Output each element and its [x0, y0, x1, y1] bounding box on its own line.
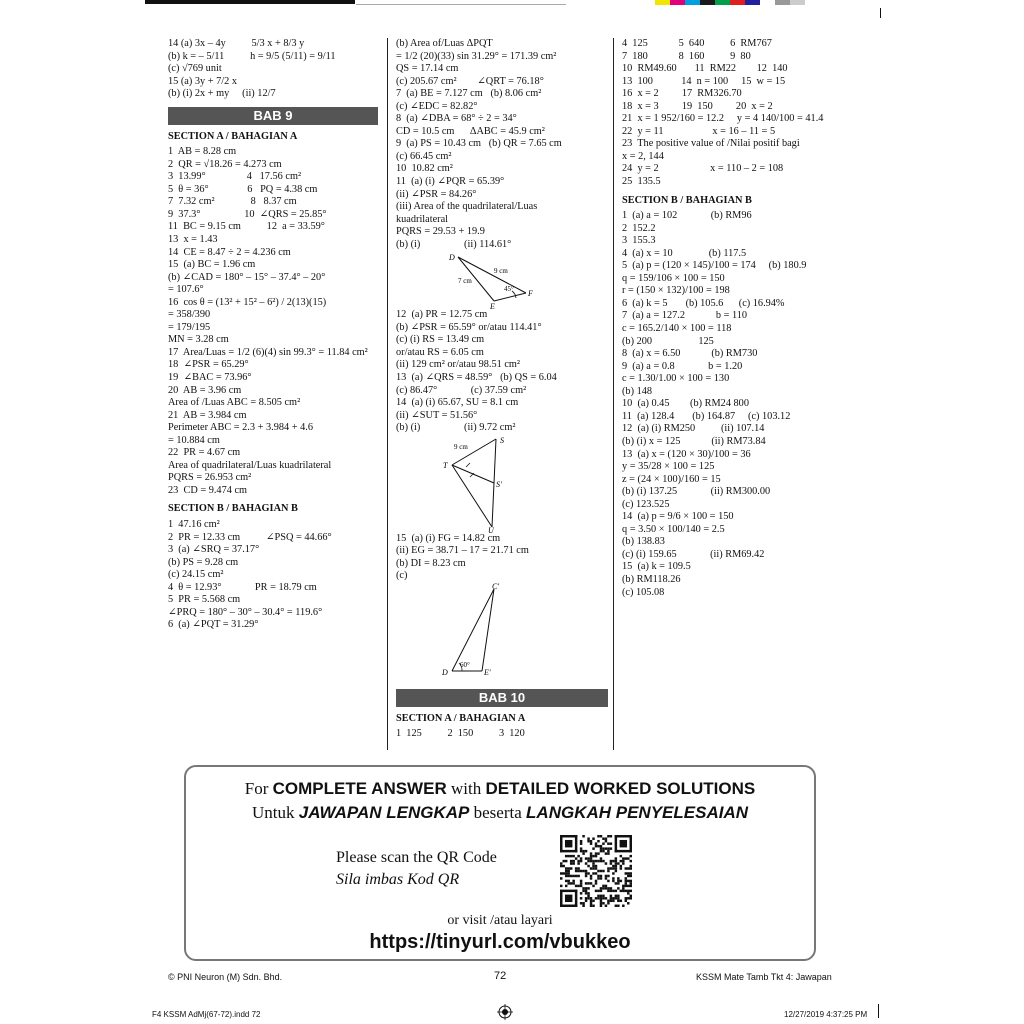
promo-line-malay	[186, 803, 814, 823]
answer-line: 24 y = 2 x = 110 – 2 = 108	[622, 163, 784, 175]
answer-line: 4 θ = 12.93° PR = 18.79 cm	[168, 581, 317, 593]
answer-line: 15 (a) 3y + 7/2 x	[168, 75, 238, 87]
chapter-heading-bab10: BAB 10	[396, 689, 608, 707]
answer-line: 20 AB = 3.96 cm	[168, 384, 242, 396]
answer-line: 9 (a) a = 0.8 b = 1.20	[622, 360, 743, 372]
solutions-link[interactable]: https://tinyurl.com/vbukkeo	[369, 931, 631, 953]
answer-line: 15 (a) BC = 1.96 cm	[168, 259, 256, 271]
promo-text: beserta	[469, 803, 527, 822]
answer-line: 12 (a) (i) RM250 (ii) 107.14	[622, 423, 765, 435]
promo-emphasis: COMPLETE ANSWER	[272, 779, 447, 798]
answer-line: = 107.6°	[168, 284, 204, 296]
answer-line: (c) (i) RS = 13.49 cm	[396, 334, 485, 346]
answer-line: 1 125 2 150 3 120	[396, 728, 525, 740]
side-label-7cm: 7 cm	[458, 277, 472, 286]
answer-line: or/atau RS = 6.05 cm	[396, 346, 484, 358]
vertex-label-t: T	[443, 460, 448, 470]
answer-line: 15 (a) k = 109.5	[622, 561, 691, 573]
answer-line: (b) PS = 9.28 cm	[168, 556, 239, 568]
answer-line: 22 PR = 4.67 cm	[168, 447, 241, 459]
answer-line: (c) 105.08	[622, 586, 665, 598]
answer-line: 17 Area/Luas = 1/2 (6)(4) sin 99.3° = 11.84 cm²	[168, 346, 368, 358]
answer-line: (b) (i) (ii) 114.61°	[396, 238, 512, 250]
color-swatch	[700, 0, 715, 5]
promo-emphasis: LANGKAH PENYELESAIAN	[526, 803, 748, 822]
crop-mark	[880, 8, 881, 18]
answer-line: 6 (a) ∠PQT = 31.29°	[168, 619, 259, 631]
answer-line: Area of /Luas ABC = 8.505 cm²	[168, 397, 301, 409]
answer-line: (c) (i) 159.65 (ii) RM69.42	[622, 548, 765, 560]
answer-line: (b) Area of/Luas ΔPQT	[396, 38, 493, 49]
column-divider-1	[387, 38, 388, 750]
answer-line: 13 100 14 n = 100 15 w = 15	[622, 75, 786, 87]
answer-line: c = 1.30/1.00 × 100 = 130	[622, 373, 730, 385]
promo-text: Untuk	[251, 803, 299, 822]
answer-column-2	[396, 38, 608, 741]
scan-instruction-malay: Sila imbas Kod QR	[336, 871, 460, 888]
answer-line: 3 (a) ∠SRQ = 37.17°	[168, 544, 260, 556]
answer-line: 11 BC = 9.15 cm 12 a = 33.59°	[168, 221, 325, 233]
answer-line: 23 The positive value of /Nilai positif bagi	[622, 138, 800, 150]
answer-column-3	[622, 38, 832, 599]
vertex-label-e: E	[490, 302, 495, 310]
answer-line: 6 (a) k = 5 (b) 105.6 (c) 16.94%	[622, 297, 785, 309]
answer-line: (b) DI = 8.23 cm	[396, 557, 466, 569]
answer-line: 13 (a) ∠QRS = 48.59° (b) QS = 6.04	[396, 372, 557, 384]
print-mark-white	[356, 0, 566, 5]
color-swatch	[790, 0, 805, 5]
side-label-9cm: 9 cm	[494, 267, 508, 276]
answer-line: (b) (i) x = 125 (ii) RM73.84	[622, 435, 766, 447]
answer-line: 25 135.5	[622, 176, 661, 188]
answer-line: 18 ∠PSR = 65.29°	[168, 359, 249, 371]
color-swatch	[715, 0, 730, 5]
book-title: KSSM Mate Tamb Tkt 4: Jawapan	[696, 972, 832, 982]
answer-line: c = 165.2/140 × 100 = 118	[622, 323, 732, 335]
answer-line: q = 159/106 × 100 = 150	[622, 272, 725, 284]
color-swatch	[655, 0, 670, 5]
answer-line: (b) 138.83	[622, 536, 665, 548]
answer-line: PQRS = 26.953 cm²	[168, 472, 252, 484]
answer-line: 1 (a) a = 102 (b) RM96	[622, 210, 752, 222]
color-swatch	[730, 0, 745, 5]
answer-line: 2 QR = √18.26 = 4.273 cm	[168, 158, 282, 170]
answer-line: 8 (a) x = 6.50 (b) RM730	[622, 348, 758, 360]
answer-line: 4 125 5 640 6 RM767	[622, 38, 772, 49]
answer-line: 1 AB = 8.28 cm	[168, 146, 237, 158]
answer-line: = 1/2 (20)(33) sin 31.29° = 171.39 cm²	[396, 50, 557, 62]
answer-line: (b) 148	[622, 385, 653, 397]
promo-text: For	[244, 779, 273, 798]
answer-line: = 358/390	[168, 309, 211, 321]
answer-line: Area of quadrilateral/Luas kuadrilateral	[168, 459, 332, 471]
answer-line: 19 ∠BAC = 73.96°	[168, 371, 252, 383]
answer-line: z = (24 × 100)/160 = 15	[622, 473, 721, 485]
color-swatch	[775, 0, 790, 5]
answer-line: 15 (a) (i) FG = 14.82 cm	[396, 532, 501, 544]
answer-line: 11 (a) 128.4 (b) 164.87 (c) 103.12	[622, 410, 791, 422]
vertex-label-d-b: D	[442, 667, 448, 677]
vertex-label-d: D	[449, 253, 455, 263]
answer-line: (c) 86.47° (c) 37.59 cm²	[396, 384, 527, 396]
print-mark-black	[145, 0, 355, 4]
registration-mark-icon	[497, 1004, 513, 1020]
scan-instruction-english: Please scan the QR Code	[336, 849, 497, 866]
answer-line: r = (150 × 132)/100 = 198	[622, 285, 730, 297]
answer-line: 1 47.16 cm²	[168, 519, 220, 530]
answer-line: (c) 24.15 cm²	[168, 569, 224, 581]
answer-line: 2 152.2	[622, 222, 656, 234]
vertex-label-e-prime: E'	[484, 667, 491, 677]
answer-line: CD = 10.5 cm ΔABC = 45.9 cm²	[396, 125, 545, 137]
answer-line: 7 7.32 cm² 8 8.37 cm	[168, 196, 297, 208]
answer-line: 10 10.82 cm²	[396, 163, 453, 175]
answer-line: (b) (i) (ii) 9.72 cm²	[396, 422, 516, 434]
answer-line: 10 RM49.60 11 RM22 12 140	[622, 63, 788, 75]
answer-line: 13 (a) x = (120 × 30)/100 = 36	[622, 448, 751, 460]
answer-line: 5 PR = 5.568 cm	[168, 594, 241, 606]
answer-line: 16 x = 2 17 RM326.70	[622, 88, 742, 100]
answer-line: y = 35/28 × 100 = 125	[622, 461, 715, 473]
answer-line: 13 x = 1.43	[168, 233, 218, 245]
section-a-heading-bab10: SECTION A / BAHAGIAN A	[396, 712, 526, 724]
promo-emphasis: DETAILED WORKED SOLUTIONS	[485, 779, 756, 798]
answer-line: (c) 205.67 cm² ∠QRT = 76.18°	[396, 75, 544, 87]
vertex-label-u: U	[488, 525, 494, 533]
answer-line: kuadrilateral	[396, 213, 449, 225]
answer-line: = 10.884 cm	[168, 434, 220, 446]
answer-line: 22 y = 11 x = 16 – 11 = 5	[622, 125, 776, 137]
answer-line: 18 x = 3 19 150 20 x = 2	[622, 100, 773, 112]
qr-code-icon[interactable]	[560, 835, 632, 907]
answer-line: (c) 123.525	[622, 498, 670, 510]
crop-mark-bottom	[878, 1004, 879, 1018]
vertex-label-c-prime: C'	[492, 582, 500, 591]
answer-line: 14 (a) (i) 65.67, SU = 8.1 cm	[396, 397, 519, 409]
answer-line: (ii) 129 cm² or/atau 98.51 cm²	[396, 359, 520, 371]
answer-line: (b) ∠CAD = 180° – 15° – 37.4° – 20°	[168, 271, 326, 283]
answer-line: 23 CD = 9.474 cm	[168, 484, 248, 496]
answer-line: (b) RM118.26	[622, 573, 681, 585]
answer-line: (b) 200 125	[622, 335, 714, 347]
answer-line: MN = 3.28 cm	[168, 334, 229, 346]
answer-line: (ii) ∠PSR = 84.26°	[396, 188, 477, 200]
promo-text: with	[446, 779, 486, 798]
answer-line: (b) k = – 5/11 h = 9/5 (5/11) = 9/11	[168, 50, 336, 62]
answer-line: = 179/195	[168, 321, 211, 333]
answer-line: 7 (a) a = 127.2 b = 110	[622, 310, 748, 322]
column-divider-2	[613, 38, 614, 750]
answer-line: (c) 66.45 cm²	[396, 150, 452, 162]
answer-line: 8 (a) ∠DBA = 68° ÷ 2 = 34°	[396, 113, 517, 125]
answer-line: (b) ∠PSR = 65.59° or/atau 114.41°	[396, 321, 542, 333]
answer-line: 21 AB = 3.984 cm	[168, 409, 247, 421]
answer-line: (iii) Area of the quadrilateral/Luas	[396, 201, 538, 213]
answer-line: 3 13.99° 4 17.56 cm²	[168, 171, 302, 183]
indd-filename: F4 KSSM AdMj(67-72).indd 72	[152, 1010, 261, 1019]
answer-line: (c) √769 unit	[168, 63, 222, 75]
answer-line: 14 (a) 3x – 4y 5/3 x + 8/3 y	[168, 38, 305, 49]
copyright-text: © PNI Neuron (M) Sdn. Bhd.	[168, 972, 283, 982]
answer-line: ∠PRQ = 180° – 30° – 30.4° = 119.6°	[168, 606, 323, 618]
section-a-heading: SECTION A / BAHAGIAN A	[168, 130, 298, 142]
color-swatch	[760, 0, 775, 5]
answer-line: x = 2, 144	[622, 150, 664, 162]
answer-line: q = 3.50 × 100/140 = 2.5	[622, 523, 725, 535]
answer-line: (ii) EG = 38.71 – 17 = 21.71 cm	[396, 545, 529, 557]
answer-line: 7 180 8 160 9 80	[622, 50, 751, 62]
vertex-label-s: S	[500, 435, 504, 445]
vertex-label-s-prime: S'	[496, 479, 502, 489]
promo-emphasis: JAWAPAN LENGKAP	[298, 803, 470, 822]
answer-line: (ii) ∠SUT = 51.56°	[396, 409, 478, 421]
worked-solutions-box	[184, 765, 816, 961]
page-number: 72	[494, 970, 507, 982]
answer-line: 5 θ = 36° 6 PQ = 4.38 cm	[168, 183, 318, 195]
side-label-9cm-b: 9 cm	[454, 442, 468, 451]
answer-line: 16 cos θ = (13² + 15² – 6²) / 2(13)(15)	[168, 296, 327, 308]
color-swatch	[670, 0, 685, 5]
triangle-figure-stu	[396, 435, 546, 533]
triangle-figure-def	[396, 251, 546, 309]
answer-line: 21 x = 1 952/160 = 12.2 y = 4 140/100 = 41.4	[622, 113, 824, 125]
section-b-heading: SECTION B / BAHAGIAN B	[168, 503, 298, 515]
answer-line: QS = 17.14 cm	[396, 63, 459, 75]
angle-label-45: 45°	[504, 285, 514, 294]
answer-line: (c)	[396, 570, 408, 582]
promo-line-english	[186, 779, 814, 799]
answer-line: 9 37.3° 10 ∠QRS = 25.85°	[168, 208, 327, 220]
answer-line: 11 (a) (i) ∠PQR = 65.39°	[396, 176, 505, 188]
timestamp: 12/27/2019 4:37:25 PM	[784, 1010, 868, 1019]
answer-line: 10 (a) 0.45 (b) RM24 800	[622, 398, 749, 410]
vertex-label-f: F	[528, 289, 533, 299]
color-swatch	[745, 0, 760, 5]
color-swatch	[685, 0, 700, 5]
answer-line: 7 (a) BE = 7.127 cm (b) 8.06 cm²	[396, 88, 542, 100]
answer-line: 4 (a) x = 10 (b) 117.5	[622, 247, 747, 259]
answer-line: 2 PR = 12.33 cm ∠PSQ = 44.66°	[168, 531, 332, 543]
answer-line: (b) (i) 137.25 (ii) RM300.00	[622, 486, 771, 498]
answer-line: 5 (a) p = (120 × 145)/100 = 174 (b) 180.9	[622, 260, 807, 272]
visit-text: or visit /atau layari	[447, 913, 553, 928]
answer-line: 3 155.3	[622, 235, 656, 247]
answer-line: (b) (i) 2x + my (ii) 12/7	[168, 88, 276, 100]
triangle-figure-cde	[396, 583, 546, 683]
answer-line: 9 (a) PS = 10.43 cm (b) QR = 7.65 cm	[396, 138, 562, 150]
answer-line: 12 (a) PR = 12.75 cm	[396, 309, 488, 321]
section-b-heading-bab10: SECTION B / BAHAGIAN B	[622, 194, 752, 206]
answer-line: PQRS = 29.53 + 19.9	[396, 226, 485, 238]
chapter-heading-bab9: BAB 9	[168, 107, 378, 125]
color-registration-bar	[655, 0, 805, 5]
answer-column-1	[168, 38, 378, 632]
angle-label-60: 60°	[460, 660, 470, 669]
answer-line: 14 CE = 8.47 ÷ 2 = 4.236 cm	[168, 246, 291, 258]
answer-line: Perimeter ABC = 2.3 + 3.984 + 4.6	[168, 422, 313, 434]
answer-line: (c) ∠EDC = 82.82°	[396, 100, 478, 112]
answer-line: 14 (a) p = 9/6 × 100 = 150	[622, 511, 734, 523]
